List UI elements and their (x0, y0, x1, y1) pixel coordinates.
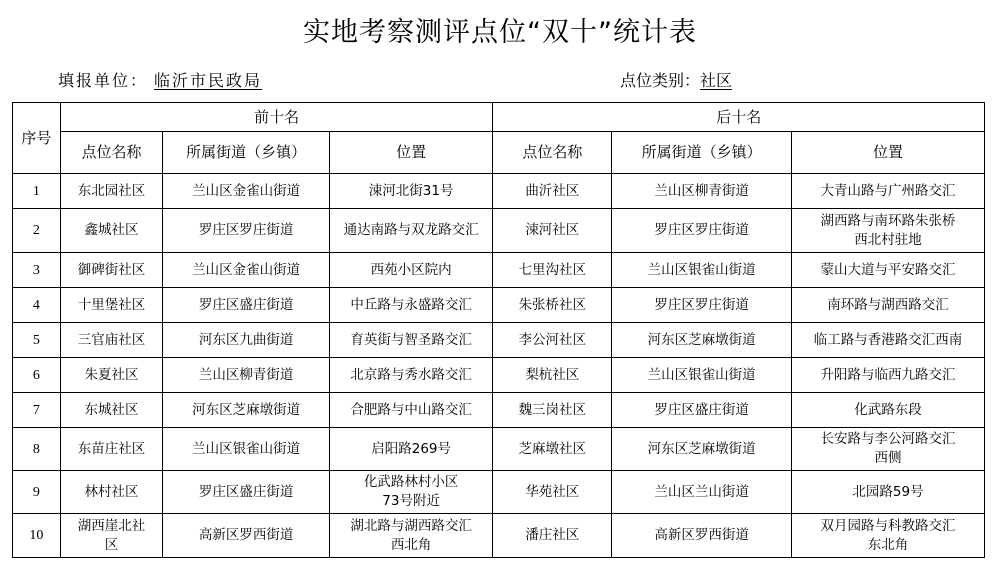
cell-bot-name: 潘庄社区 (493, 514, 612, 558)
cell-top-loc: 通达南路与双龙路交汇 (329, 209, 493, 253)
cell-bot-loc: 长安路与李公河路交汇 西侧 (792, 428, 985, 471)
cell-top-loc: 合肥路与中山路交汇 (329, 393, 493, 428)
cell-top-name: 十里堡社区 (60, 288, 163, 323)
table-row (13, 393, 985, 428)
cell-bot-street: 河东区芝麻墩街道 (612, 323, 792, 358)
cell-bot-street: 罗庄区罗庄街道 (612, 209, 792, 253)
row-index: 10 (13, 514, 61, 558)
cell-bot-loc: 双月园路与科教路交汇 东北角 (792, 514, 985, 558)
row-index: 2 (13, 209, 61, 253)
point-category (620, 68, 732, 91)
cell-top-street: 罗庄区盛庄街道 (163, 471, 330, 514)
header-top-street: 所属街道（乡镇） (163, 132, 330, 174)
cell-bot-street: 兰山区银雀山街道 (612, 253, 792, 288)
cell-top-street: 兰山区金雀山街道 (163, 253, 330, 288)
header-bottom-street: 所属街道（乡镇） (612, 132, 792, 174)
stats-table (12, 102, 985, 558)
cell-bot-loc: 升阳路与临西九路交汇 (792, 358, 985, 393)
cell-bot-name: 梨杭社区 (493, 358, 612, 393)
point-category-value: 社区 (700, 71, 733, 90)
filler-unit-value: 临沂市民政局 (154, 71, 263, 90)
row-index: 7 (13, 393, 61, 428)
cell-top-name: 东苗庄社区 (60, 428, 163, 471)
cell-top-loc: 启阳路269号 (329, 428, 493, 471)
cell-bot-loc: 蒙山大道与平安路交汇 (792, 253, 985, 288)
cell-top-loc: 湖北路与湖西路交汇 西北角 (329, 514, 493, 558)
cell-top-street: 河东区九曲街道 (163, 323, 330, 358)
page-title: 实地考察测评点位“双十”统计表 (303, 17, 697, 48)
header-bottom-location: 位置 (792, 132, 985, 174)
row-index: 4 (13, 288, 61, 323)
cell-top-street: 兰山区金雀山街道 (163, 174, 330, 209)
row-index: 3 (13, 253, 61, 288)
cell-top-name: 三官庙社区 (60, 323, 163, 358)
table-row (13, 358, 985, 393)
cell-top-name: 湖西崖北社 区 (60, 514, 163, 558)
cell-bot-name: 芝麻墩社区 (493, 428, 612, 471)
row-index: 1 (13, 174, 61, 209)
cell-top-loc: 涑河北街31号 (329, 174, 493, 209)
cell-top-street: 罗庄区罗庄街道 (163, 209, 330, 253)
header-bottom-ten: 后十名 (493, 103, 985, 132)
header-bottom-name: 点位名称 (493, 132, 612, 174)
cell-bot-loc: 临工路与香港路交汇西南 (792, 323, 985, 358)
header-index: 序号 (13, 103, 61, 174)
cell-top-street: 河东区芝麻墩街道 (163, 393, 330, 428)
cell-top-name: 御碑街社区 (60, 253, 163, 288)
filler-unit (58, 68, 262, 91)
cell-top-street: 罗庄区盛庄街道 (163, 288, 330, 323)
cell-top-name: 朱夏社区 (60, 358, 163, 393)
cell-bot-street: 高新区罗西街道 (612, 514, 792, 558)
cell-top-loc: 育英街与智圣路交汇 (329, 323, 493, 358)
row-index: 5 (13, 323, 61, 358)
table-row (13, 323, 985, 358)
header-top-name: 点位名称 (60, 132, 163, 174)
table-row (13, 428, 985, 471)
header-top-ten: 前十名 (60, 103, 493, 132)
cell-bot-name: 魏三岗社区 (493, 393, 612, 428)
cell-bot-street: 兰山区兰山街道 (612, 471, 792, 514)
cell-bot-street: 罗庄区罗庄街道 (612, 288, 792, 323)
cell-top-street: 兰山区柳青街道 (163, 358, 330, 393)
cell-bot-street: 罗庄区盛庄街道 (612, 393, 792, 428)
cell-top-street: 高新区罗西街道 (163, 514, 330, 558)
table-row (13, 288, 985, 323)
cell-bot-name: 涑河社区 (493, 209, 612, 253)
cell-bot-name: 李公河社区 (493, 323, 612, 358)
cell-top-name: 东城社区 (60, 393, 163, 428)
cell-bot-loc: 化武路东段 (792, 393, 985, 428)
filler-unit-label: 填报单位： (58, 71, 149, 90)
cell-top-loc: 西苑小区院内 (329, 253, 493, 288)
point-category-label: 点位类别： (620, 71, 701, 90)
cell-bot-street: 河东区芝麻墩街道 (612, 428, 792, 471)
cell-bot-loc: 北园路59号 (792, 471, 985, 514)
cell-bot-loc: 湖西路与南环路朱张桥 西北村驻地 (792, 209, 985, 253)
table-row (13, 209, 985, 253)
cell-bot-loc: 南环路与湖西路交汇 (792, 288, 985, 323)
cell-top-loc: 北京路与秀水路交汇 (329, 358, 493, 393)
header-top-location: 位置 (329, 132, 493, 174)
cell-bot-name: 朱张桥社区 (493, 288, 612, 323)
cell-top-name: 鑫城社区 (60, 209, 163, 253)
table-row (13, 471, 985, 514)
cell-top-loc: 化武路林村小区 73号附近 (329, 471, 493, 514)
cell-bot-street: 兰山区柳青街道 (612, 174, 792, 209)
cell-bot-name: 七里沟社区 (493, 253, 612, 288)
cell-top-name: 东北园社区 (60, 174, 163, 209)
table-row (13, 514, 985, 558)
cell-top-name: 林村社区 (60, 471, 163, 514)
cell-bot-street: 兰山区银雀山街道 (612, 358, 792, 393)
row-index: 6 (13, 358, 61, 393)
table-row (13, 253, 985, 288)
cell-top-loc: 中丘路与永盛路交汇 (329, 288, 493, 323)
cell-bot-loc: 大青山路与广州路交汇 (792, 174, 985, 209)
cell-bot-name: 华苑社区 (493, 471, 612, 514)
cell-bot-name: 曲沂社区 (493, 174, 612, 209)
table-row (13, 174, 985, 209)
row-index: 8 (13, 428, 61, 471)
row-index: 9 (13, 471, 61, 514)
cell-top-street: 兰山区银雀山街道 (163, 428, 330, 471)
